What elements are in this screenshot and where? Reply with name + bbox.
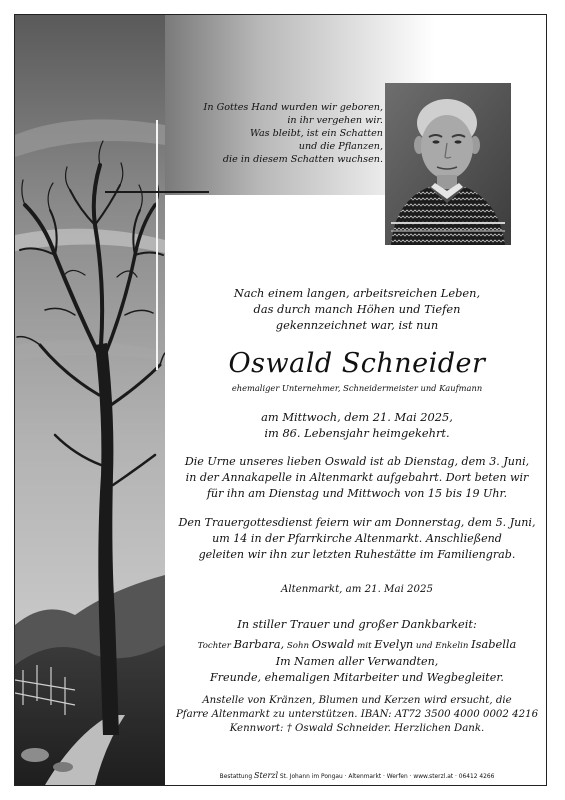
tree-landscape-photo bbox=[15, 15, 165, 785]
relatives-line: Im Namen aller Verwandten, bbox=[275, 655, 439, 668]
death-line: am Mittwoch, dem 21. Mai 2025, bbox=[261, 410, 453, 424]
request-line: Anstelle von Kränzen, Blumen und Kerzen wird ersucht, die bbox=[202, 695, 512, 706]
footer-prefix: Bestattung bbox=[219, 774, 253, 780]
intro-line: Nach einem langen, arbeitsreichen Leben, bbox=[233, 286, 481, 300]
footer-details: St. Johann im Pongau · Altenmarkt · Werfen · www.sterzl.at · 06412 4266 bbox=[279, 774, 495, 780]
deceased-occupation: ehemaliger Unternehmer, Schneidermeister und Kaufmann bbox=[231, 383, 483, 393]
request-line: Kennwort: † Oswald Schneider. Herzlichen Dank. bbox=[229, 723, 485, 734]
quote-line: In Gottes Hand wurden wir geboren, bbox=[203, 102, 383, 113]
viewing-info bbox=[175, 454, 539, 502]
funeral-home-logo: Sterzl bbox=[254, 771, 279, 780]
intro-line: das durch manch Höhen und Tiefen bbox=[253, 302, 461, 316]
son-label: Sohn bbox=[286, 641, 310, 651]
deceased-name: Oswald Schneider bbox=[228, 348, 486, 379]
intro-line: gekennzeichnet war, ist nun bbox=[275, 318, 439, 332]
viewing-line: in der Annakapelle in Altenmarkt aufgebahrt. Dort beten wir bbox=[185, 471, 529, 484]
quote-line: und die Pflanzen, bbox=[298, 141, 383, 152]
funeral-home-footer bbox=[175, 771, 539, 782]
daughter-name: Barbara, bbox=[233, 637, 285, 651]
death-date bbox=[175, 409, 539, 441]
viewing-line: für ihn am Dienstag und Mittwoch von 15 bis 19 Uhr. bbox=[206, 487, 508, 500]
cross-horizontal-beam bbox=[105, 191, 209, 193]
service-line: geleiten wir ihn zur letzten Ruhestätte im Familiengrab. bbox=[198, 548, 516, 561]
grandchild-label: Enkelin bbox=[435, 641, 469, 651]
relatives bbox=[175, 654, 539, 686]
daughter-label: Tochter bbox=[197, 641, 231, 651]
quote-line: die in diesem Schatten wuchsen. bbox=[222, 154, 383, 165]
service-info bbox=[175, 515, 539, 563]
intro-text bbox=[175, 285, 539, 333]
death-line: im 86. Lebensjahr heimgekehrt. bbox=[264, 426, 450, 440]
relatives-line: Freunde, ehemaligen Mitarbeiter und Wegbegleiter. bbox=[210, 671, 504, 684]
partner-name: Evelyn bbox=[374, 637, 414, 651]
with-label: mit bbox=[357, 641, 372, 651]
obituary-frame bbox=[14, 14, 547, 786]
request-line: Pfarre Altenmarkt zu unterstützen. IBAN: AT72 3500 4000 0002 4216 bbox=[175, 709, 539, 720]
viewing-line: Die Urne unseres lieben Oswald ist ab Dienstag, dem 3. Juni, bbox=[184, 455, 530, 468]
family-members bbox=[175, 636, 539, 654]
quote-line: Was bleibt, ist ein Schatten bbox=[249, 128, 383, 139]
cross-vertical-beam bbox=[156, 120, 158, 370]
grandchild-name: Isabella bbox=[471, 637, 517, 651]
quote-line: in ihr vergehen wir. bbox=[287, 115, 383, 126]
son-name: Oswald bbox=[311, 637, 355, 651]
obituary-text bbox=[175, 285, 539, 736]
mourning-heading: In stiller Trauer und großer Dankbarkeit: bbox=[237, 617, 477, 631]
memorial-quote bbox=[177, 101, 383, 166]
and-label: und bbox=[415, 641, 433, 651]
service-line: um 14 in der Pfarrkirche Altenmarkt. Anschließend bbox=[212, 532, 502, 545]
place-date: Altenmarkt, am 21. Mai 2025 bbox=[281, 584, 433, 595]
portrait-photo bbox=[385, 83, 511, 245]
service-line: Den Trauergottesdienst feiern wir am Donnerstag, dem 5. Juni, bbox=[178, 516, 536, 529]
donation-request bbox=[175, 694, 539, 736]
